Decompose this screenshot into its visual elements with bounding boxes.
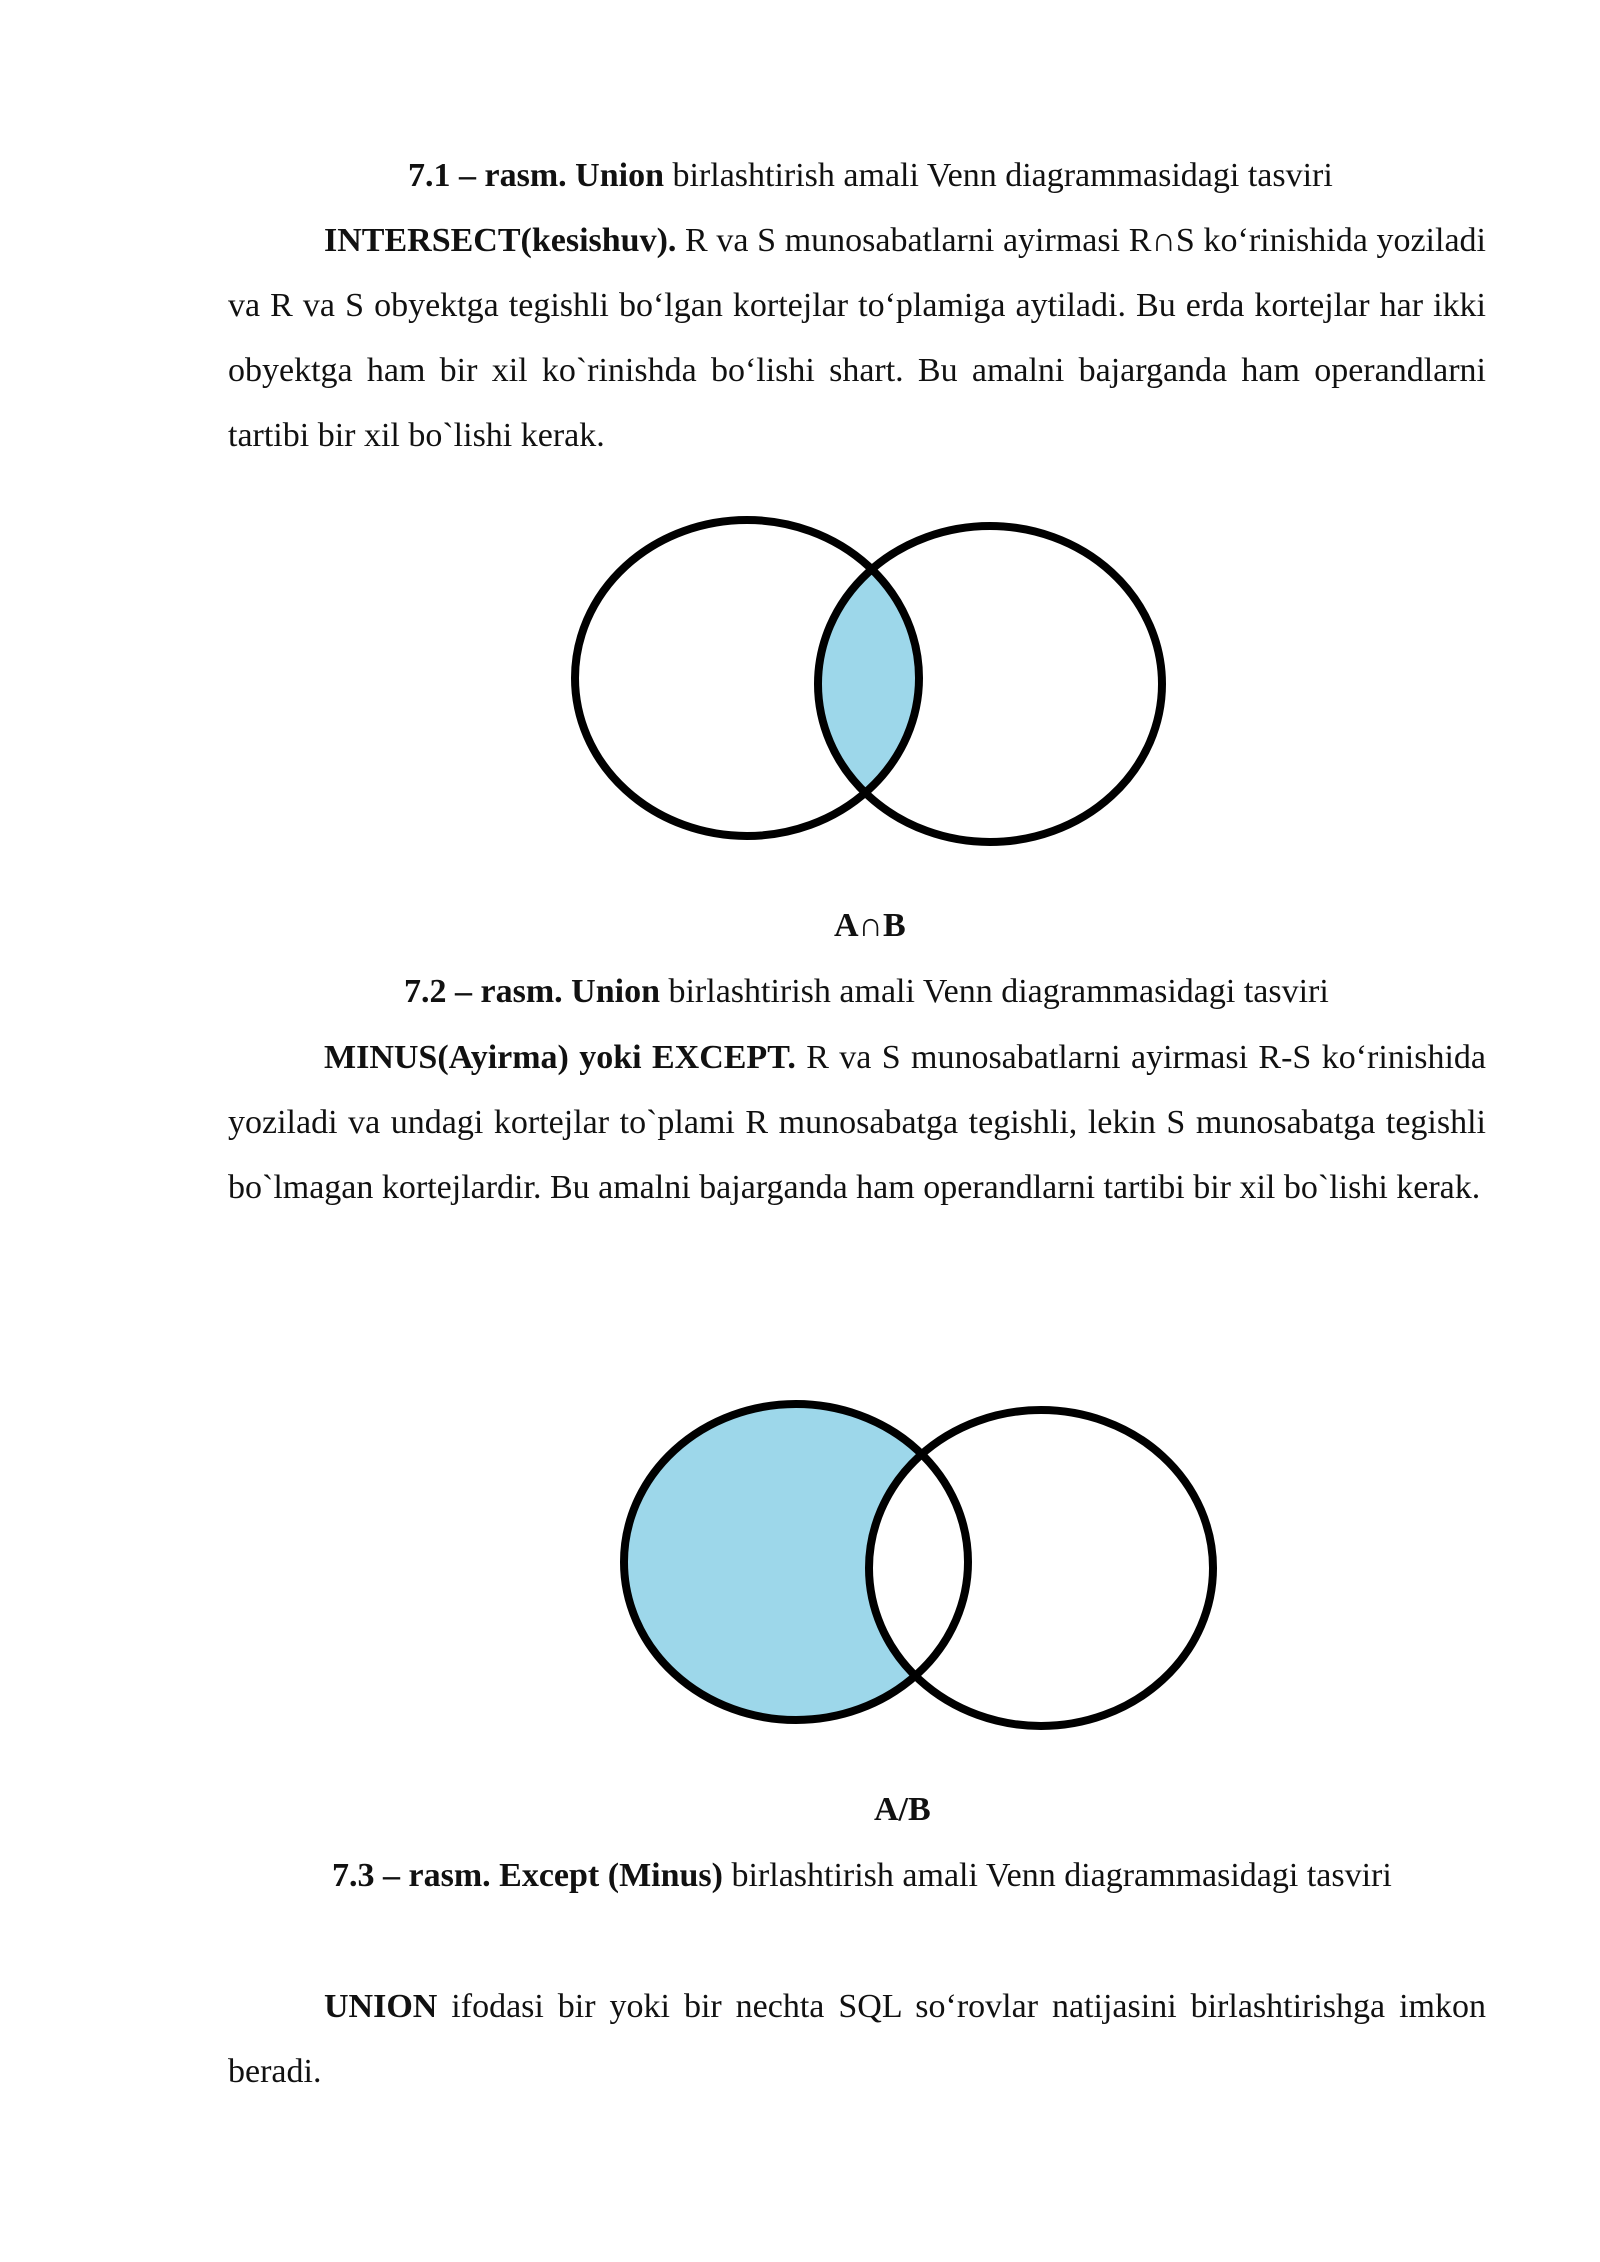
union-term: UNION (324, 1988, 438, 2025)
caption-text: birlashtirish amali Venn diagrammasidagi tasviri (663, 157, 1333, 194)
intersect-term: INTERSECT(kesishuv). (324, 222, 677, 259)
figure-caption-7-1 (408, 156, 1333, 196)
caption-text: birlashtirish amali Venn diagrammasidagi tasviri (659, 973, 1329, 1010)
venn-diagram-intersection (560, 510, 1180, 860)
intersect-description: R va S munosabatlarni ayirmasi R∩S ko‘rinishida yoziladi va R va S obyektga tegishli bo‘lgan kortejlar to‘plamiga aytiladi. Bu erda kortejlar har ikki obyektga ham bir xil ko`rinishda bo‘lishi shart. Bu amalni bajarganda ham operandlarni tartibi bir xil bo`lishi kerak. (228, 222, 1486, 454)
caption-number: 7.2 – rasm. (404, 973, 563, 1010)
union-paragraph (228, 1974, 1486, 2104)
minus-paragraph (228, 1025, 1486, 1220)
caption-keyword: Except (Minus) (499, 1857, 723, 1894)
venn-label-intersection: A∩B (834, 907, 906, 944)
caption-keyword: Union (571, 973, 660, 1010)
minus-term: MINUS(Ayirma) yoki EXCEPT. (324, 1039, 796, 1076)
union-description: ifodasi bir yoki bir nechta SQL so‘rovlar natijasini birlashtirishga imkon beradi. (228, 1988, 1486, 2090)
caption-text: birlashtirish amali Venn diagrammasidagi tasviri (722, 1857, 1392, 1894)
caption-number: 7.1 – rasm. (408, 157, 567, 194)
caption-keyword: Union (575, 157, 664, 194)
figure-caption-7-2 (404, 972, 1329, 1012)
venn-label-difference: A/B (874, 1791, 931, 1828)
minus-description: R va S munosabatlarni ayirmasi R-S ko‘rinishida yoziladi va undagi kortejlar to`plami R munosabatga tegishli, lekin S munosabatga tegishli bo`lmagan kortejlardir. Bu amalni bajarganda ham operandlarni tartibi bir xil bo`lishi kerak. (228, 1039, 1487, 1206)
venn-diagram-difference (610, 1392, 1230, 1742)
intersect-paragraph (228, 208, 1486, 468)
caption-number: 7.3 – rasm. (332, 1857, 491, 1894)
figure-caption-7-3 (332, 1856, 1392, 1896)
